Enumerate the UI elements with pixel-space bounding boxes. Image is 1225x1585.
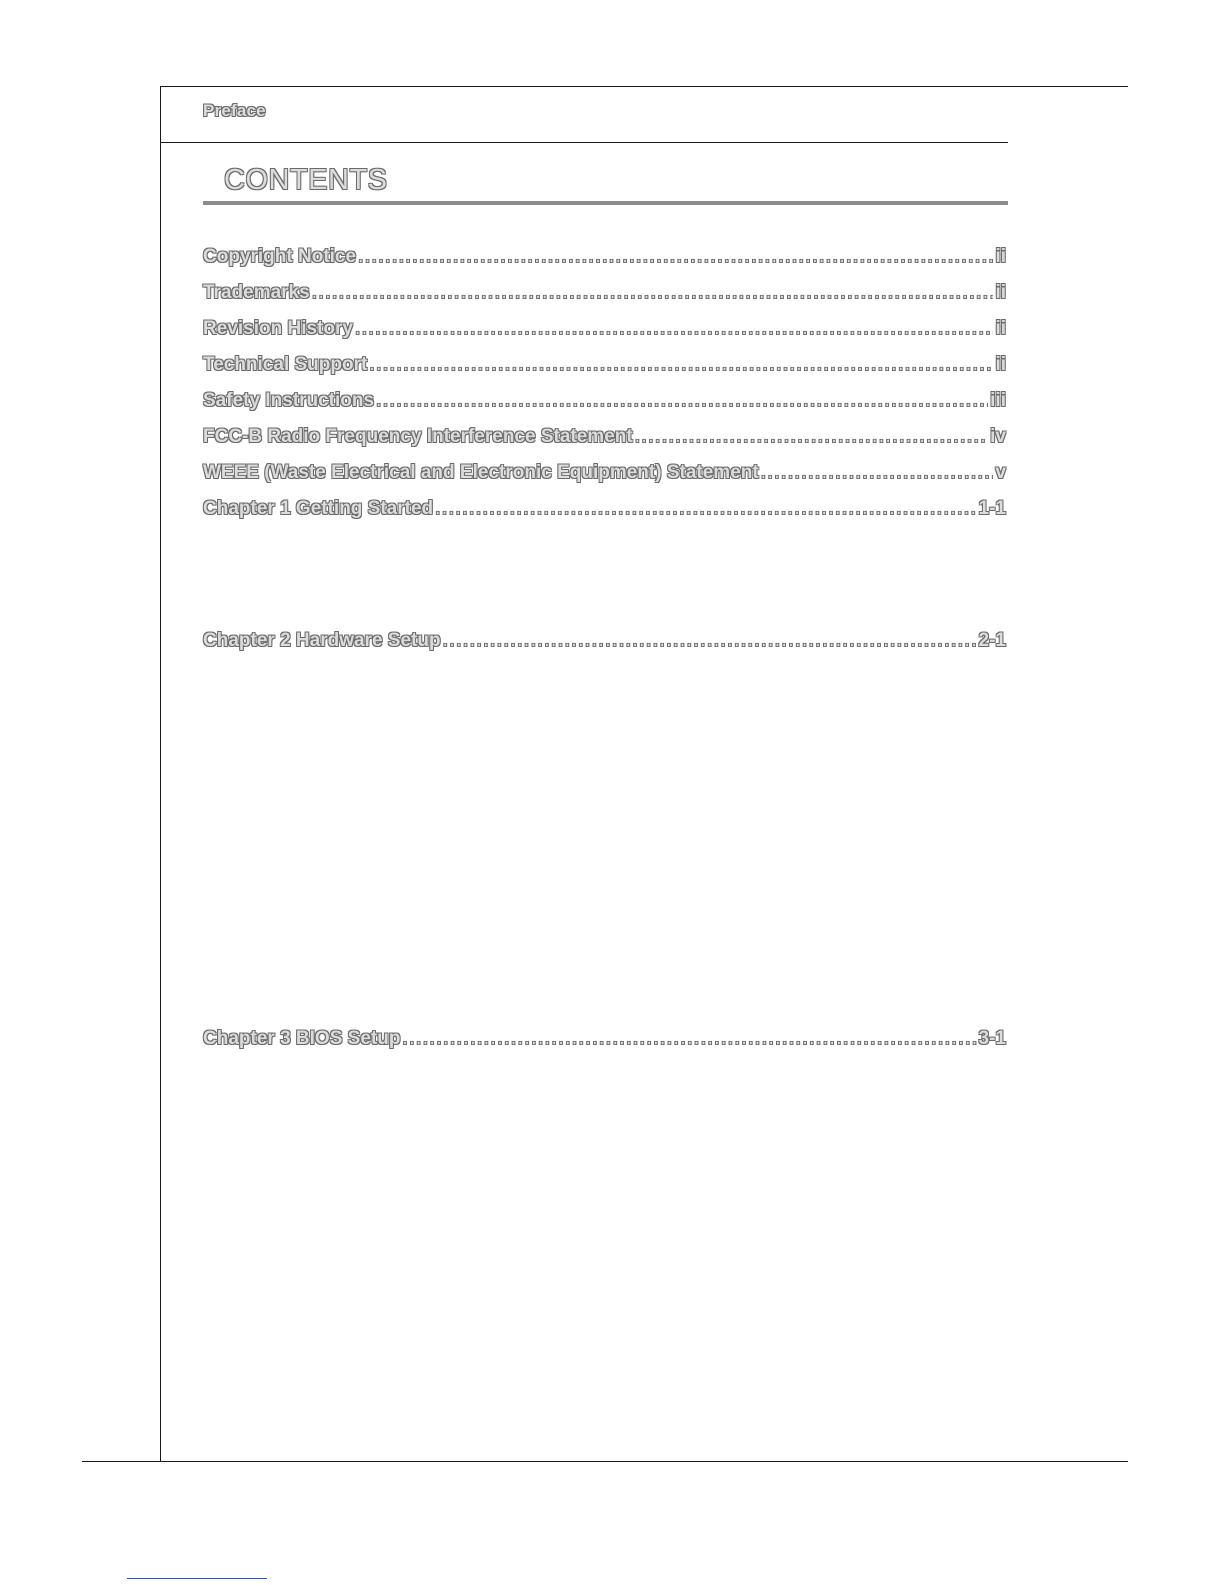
toc-entry-page: ii xyxy=(995,246,1006,267)
toc-entry-label: Chapter 3 BIOS Setup xyxy=(203,1028,401,1049)
toc-dot-leader xyxy=(635,426,988,448)
toc-entry-label: Chapter 1 Getting Started xyxy=(203,498,434,519)
header-rule xyxy=(160,142,1008,143)
toc-entry-chapter-1[interactable] xyxy=(203,498,1006,524)
toc-entry-label: Safety Instructions xyxy=(203,390,375,411)
toc-entry-page: ii xyxy=(995,318,1006,339)
toc-entry-page: ii xyxy=(995,354,1006,375)
toc-entry-weee-statement[interactable] xyxy=(203,462,1006,488)
toc-dot-leader xyxy=(369,354,993,376)
contents-title: CONTENTS xyxy=(224,164,388,196)
toc-entry-page: iv xyxy=(990,426,1006,447)
toc-entry-chapter-3[interactable] xyxy=(203,1028,1006,1054)
toc-entry-trademarks[interactable] xyxy=(203,282,1006,308)
toc-entry-technical-support[interactable] xyxy=(203,354,1006,380)
toc-entry-label: WEEE (Waste Electrical and Electronic Equipment) Statement xyxy=(203,462,759,483)
toc-entry-safety-instructions[interactable] xyxy=(203,390,1006,416)
toc-entry-page: 1-1 xyxy=(978,498,1006,519)
toc-entry-copyright-notice[interactable] xyxy=(203,246,1006,272)
toc-entry-page: iii xyxy=(990,390,1006,411)
page-frame-bottom-rule xyxy=(82,1461,1128,1462)
toc-dot-leader xyxy=(761,462,994,484)
toc-dot-leader xyxy=(355,318,994,340)
toc-entry-label: Technical Support xyxy=(203,354,368,375)
toc-dot-leader xyxy=(358,246,993,268)
toc-entry-page: 3-1 xyxy=(978,1028,1006,1049)
toc-entry-fcc-b-statement[interactable] xyxy=(203,426,1006,452)
section-header-label: Preface xyxy=(203,101,266,120)
toc-entry-page: 2-1 xyxy=(978,630,1006,651)
toc-entry-label: Copyright Notice xyxy=(203,246,357,267)
toc-entry-page: ii xyxy=(995,282,1006,303)
contents-title-rule xyxy=(203,201,1008,205)
bottom-link-underline xyxy=(127,1578,267,1579)
toc-dot-leader xyxy=(402,1028,976,1050)
page-frame-top-rule xyxy=(160,86,1128,87)
toc-entry-label: Trademarks xyxy=(203,282,310,303)
toc-dot-leader xyxy=(435,498,976,520)
toc-entry-chapter-2[interactable] xyxy=(203,630,1006,656)
toc-entry-label: FCC-B Radio Frequency Interference Statement xyxy=(203,426,633,447)
toc-dot-leader xyxy=(443,630,977,652)
toc-entry-revision-history[interactable] xyxy=(203,318,1006,344)
toc-dot-leader xyxy=(376,390,988,412)
toc-dot-leader xyxy=(312,282,994,304)
page-frame-left-rule xyxy=(160,86,161,1462)
toc-entry-label: Revision History xyxy=(203,318,353,339)
toc-entry-label: Chapter 2 Hardware Setup xyxy=(203,630,441,651)
toc-entry-page: v xyxy=(995,462,1006,483)
